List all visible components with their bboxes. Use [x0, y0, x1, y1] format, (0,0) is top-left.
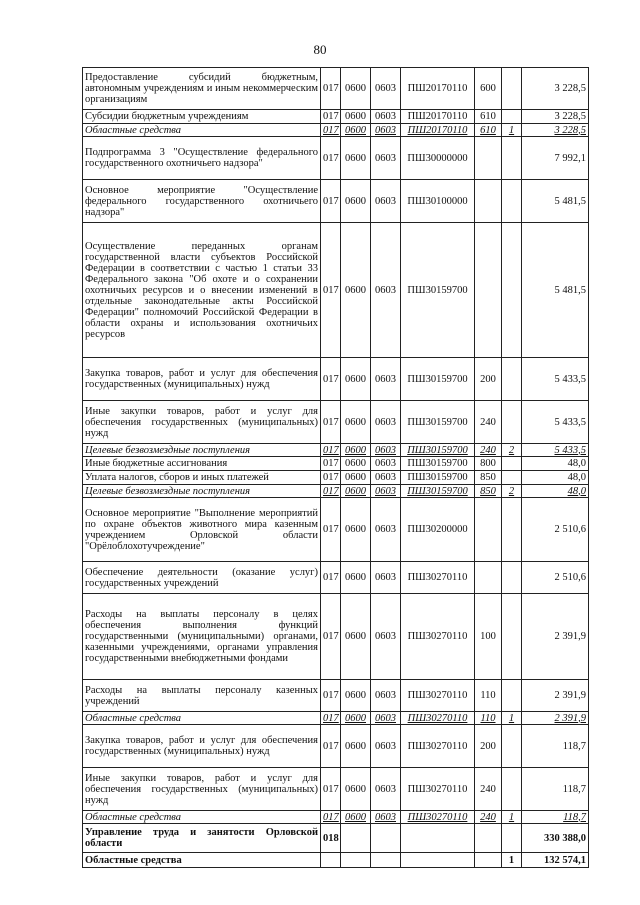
row-expense-type: 850: [475, 471, 502, 485]
row-name: Областные средства: [83, 811, 321, 824]
row-name: Иные закупки товаров, работ и услуг для обеспечения государственных (муниципальных) нужд: [83, 768, 321, 811]
row-section-code: [341, 853, 371, 868]
row-target-article: ПШ30270110: [401, 712, 475, 725]
row-section-code: 0600: [341, 725, 371, 768]
table-row: [83, 680, 589, 712]
row-amount: 3 228,5: [522, 110, 589, 124]
table-row: [83, 594, 589, 680]
row-amount: 2 510,6: [522, 498, 589, 562]
table-row: [83, 180, 589, 223]
row-expense-type: 100: [475, 594, 502, 680]
row-admin-code: 017: [321, 180, 341, 223]
row-target-article: ПШ30159700: [401, 401, 475, 444]
row-name: Субсидии бюджетным учреждениям: [83, 110, 321, 124]
row-subsection-code: 0603: [371, 358, 401, 401]
row-section-code: [341, 824, 371, 853]
row-name: Обеспечение деятельности (оказание услуг) государственных учреждений: [83, 562, 321, 594]
row-funding-source: [502, 725, 522, 768]
table-row: [83, 457, 589, 471]
row-expense-type: 240: [475, 401, 502, 444]
table-row: [83, 444, 589, 457]
row-section-code: 0600: [341, 180, 371, 223]
row-funding-source: [502, 137, 522, 180]
row-amount: 5 481,5: [522, 180, 589, 223]
row-expense-type: 600: [475, 68, 502, 110]
table-row: [83, 725, 589, 768]
row-admin-code: 017: [321, 680, 341, 712]
row-name: Основное мероприятие "Осуществление федерального государственного охотничьего надзора": [83, 180, 321, 223]
row-target-article: ПШ30100000: [401, 180, 475, 223]
row-name: Предоставление субсидий бюджетным, автономным учреждениям и иным некоммерческим организациям: [83, 68, 321, 110]
row-subsection-code: 0603: [371, 485, 401, 498]
row-target-article: ПШ30000000: [401, 137, 475, 180]
row-amount: 5 433,5: [522, 444, 589, 457]
row-admin-code: 017: [321, 401, 341, 444]
row-subsection-code: 0603: [371, 401, 401, 444]
row-admin-code: 017: [321, 712, 341, 725]
table-row: [83, 471, 589, 485]
row-amount: 132 574,1: [522, 853, 589, 868]
row-funding-source: [502, 824, 522, 853]
row-expense-type: 200: [475, 725, 502, 768]
row-expense-type: 240: [475, 444, 502, 457]
row-admin-code: 017: [321, 594, 341, 680]
row-target-article: ПШ30159700: [401, 444, 475, 457]
row-funding-source: [502, 594, 522, 680]
table-row: [83, 712, 589, 725]
row-target-article: ПШ30270110: [401, 725, 475, 768]
row-subsection-code: 0603: [371, 498, 401, 562]
row-admin-code: 017: [321, 485, 341, 498]
row-expense-type: 240: [475, 811, 502, 824]
row-target-article: ПШ30270110: [401, 768, 475, 811]
row-amount: 2 391,9: [522, 712, 589, 725]
row-expense-type: [475, 180, 502, 223]
row-admin-code: 017: [321, 137, 341, 180]
row-admin-code: 017: [321, 562, 341, 594]
row-funding-source: [502, 358, 522, 401]
row-admin-code: 017: [321, 471, 341, 485]
row-section-code: 0600: [341, 811, 371, 824]
row-section-code: 0600: [341, 712, 371, 725]
row-target-article: ПШ30270110: [401, 562, 475, 594]
table-row: [83, 562, 589, 594]
row-subsection-code: 0603: [371, 680, 401, 712]
row-expense-type: [475, 853, 502, 868]
row-amount: 2 510,6: [522, 562, 589, 594]
row-target-article: [401, 824, 475, 853]
row-funding-source: [502, 768, 522, 811]
row-section-code: 0600: [341, 471, 371, 485]
row-funding-source: [502, 471, 522, 485]
row-funding-source: [502, 110, 522, 124]
row-amount: 48,0: [522, 457, 589, 471]
row-funding-source: [502, 498, 522, 562]
row-target-article: ПШ20170110: [401, 124, 475, 137]
row-name: Целевые безвозмездные поступления: [83, 485, 321, 498]
row-name: Целевые безвозмездные поступления: [83, 444, 321, 457]
table-row: [83, 485, 589, 498]
row-admin-code: 018: [321, 824, 341, 853]
row-funding-source: [502, 223, 522, 358]
row-admin-code: 017: [321, 457, 341, 471]
row-subsection-code: 0603: [371, 137, 401, 180]
row-target-article: ПШ20170110: [401, 68, 475, 110]
row-expense-type: 850: [475, 485, 502, 498]
row-amount: 7 992,1: [522, 137, 589, 180]
row-section-code: 0600: [341, 401, 371, 444]
table-row: [83, 811, 589, 824]
page-number: 80: [313, 42, 327, 57]
row-name: Закупка товаров, работ и услуг для обеспечения государственных (муниципальных) нужд: [83, 725, 321, 768]
row-expense-type: [475, 137, 502, 180]
row-amount: 5 433,5: [522, 401, 589, 444]
row-name: Уплата налогов, сборов и иных платежей: [83, 471, 321, 485]
row-name: Областные средства: [83, 124, 321, 137]
table-row: [83, 401, 589, 444]
row-funding-source: 1: [502, 853, 522, 868]
row-name: Управление труда и занятости Орловской области: [83, 824, 321, 853]
row-section-code: 0600: [341, 110, 371, 124]
row-section-code: 0600: [341, 457, 371, 471]
row-amount: 2 391,9: [522, 680, 589, 712]
row-funding-source: 2: [502, 485, 522, 498]
row-subsection-code: 0603: [371, 562, 401, 594]
row-target-article: ПШ30270110: [401, 811, 475, 824]
row-name: Подпрограмма 3 "Осуществление федерального государственного охотничьего надзора": [83, 137, 321, 180]
row-expense-type: 610: [475, 110, 502, 124]
table-row: [83, 498, 589, 562]
row-section-code: 0600: [341, 485, 371, 498]
row-expense-type: 240: [475, 768, 502, 811]
table-row: [83, 110, 589, 124]
row-subsection-code: 0603: [371, 811, 401, 824]
row-section-code: 0600: [341, 498, 371, 562]
row-expense-type: 110: [475, 680, 502, 712]
row-funding-source: 1: [502, 124, 522, 137]
row-amount: 5 481,5: [522, 223, 589, 358]
row-target-article: [401, 853, 475, 868]
row-target-article: ПШ30270110: [401, 594, 475, 680]
row-subsection-code: 0603: [371, 712, 401, 725]
table-row: [83, 853, 589, 868]
table-row: [83, 768, 589, 811]
table-row: [83, 124, 589, 137]
row-name: Закупка товаров, работ и услуг для обеспечения государственных (муниципальных) нужд: [83, 358, 321, 401]
row-admin-code: 017: [321, 124, 341, 137]
row-subsection-code: 0603: [371, 124, 401, 137]
row-funding-source: [502, 68, 522, 110]
row-expense-type: 800: [475, 457, 502, 471]
row-section-code: 0600: [341, 680, 371, 712]
row-subsection-code: 0603: [371, 725, 401, 768]
row-name: Осуществление переданных органам государственной власти субъектов Российской Федерации в соответствии с частью 1 статьи 33 Федерального закона "Об охоте и о сохранении охотничьих ресурсов и о внесении изменений в отдельные законодательные акты Российской Федерации" полномочий Российской Федерации в области охраны и использования охотничьих ресурсов: [83, 223, 321, 358]
row-section-code: 0600: [341, 68, 371, 110]
row-target-article: ПШ30159700: [401, 223, 475, 358]
row-amount: 2 391,9: [522, 594, 589, 680]
row-target-article: ПШ30159700: [401, 358, 475, 401]
row-admin-code: 017: [321, 444, 341, 457]
row-admin-code: [321, 853, 341, 868]
row-expense-type: 200: [475, 358, 502, 401]
row-amount: 330 388,0: [522, 824, 589, 853]
row-amount: 118,7: [522, 811, 589, 824]
row-name: Областные средства: [83, 853, 321, 868]
row-section-code: 0600: [341, 223, 371, 358]
row-section-code: 0600: [341, 768, 371, 811]
row-subsection-code: 0603: [371, 471, 401, 485]
row-subsection-code: [371, 824, 401, 853]
row-name: Расходы на выплаты персоналу казенных учреждений: [83, 680, 321, 712]
row-name: Расходы на выплаты персоналу в целях обеспечения выполнения функций государственными (муниципальными) органами, казенными учреждениями, органами управления государственными внебюджетными фондами: [83, 594, 321, 680]
table-row: [83, 223, 589, 358]
row-funding-source: 1: [502, 811, 522, 824]
table-row: [83, 824, 589, 853]
row-amount: 5 433,5: [522, 358, 589, 401]
row-subsection-code: 0603: [371, 768, 401, 811]
row-subsection-code: 0603: [371, 223, 401, 358]
row-name: Основное мероприятие "Выполнение мероприятий по охране объектов животного мира казенным учреждением Орловской области "Орёлоблохотучреждение": [83, 498, 321, 562]
row-expense-type: [475, 824, 502, 853]
row-subsection-code: [371, 853, 401, 868]
row-name: Иные закупки товаров, работ и услуг для обеспечения государственных (муниципальных) нужд: [83, 401, 321, 444]
row-expense-type: [475, 562, 502, 594]
row-admin-code: 017: [321, 223, 341, 358]
row-section-code: 0600: [341, 444, 371, 457]
row-admin-code: 017: [321, 358, 341, 401]
row-expense-type: 610: [475, 124, 502, 137]
row-expense-type: [475, 223, 502, 358]
row-amount: 118,7: [522, 768, 589, 811]
row-target-article: ПШ30159700: [401, 457, 475, 471]
row-section-code: 0600: [341, 358, 371, 401]
row-amount: 48,0: [522, 485, 589, 498]
row-section-code: 0600: [341, 562, 371, 594]
row-funding-source: [502, 680, 522, 712]
row-amount: 48,0: [522, 471, 589, 485]
row-funding-source: [502, 401, 522, 444]
row-subsection-code: 0603: [371, 444, 401, 457]
row-funding-source: 1: [502, 712, 522, 725]
row-name: Иные бюджетные ассигнования: [83, 457, 321, 471]
row-funding-source: [502, 562, 522, 594]
row-section-code: 0600: [341, 594, 371, 680]
row-target-article: ПШ20170110: [401, 110, 475, 124]
row-amount: 3 228,5: [522, 68, 589, 110]
row-target-article: ПШ30159700: [401, 485, 475, 498]
row-funding-source: [502, 457, 522, 471]
row-admin-code: 017: [321, 68, 341, 110]
row-section-code: 0600: [341, 124, 371, 137]
row-amount: 118,7: [522, 725, 589, 768]
table-row: [83, 137, 589, 180]
row-admin-code: 017: [321, 768, 341, 811]
row-admin-code: 017: [321, 725, 341, 768]
row-admin-code: 017: [321, 110, 341, 124]
row-subsection-code: 0603: [371, 594, 401, 680]
row-subsection-code: 0603: [371, 180, 401, 223]
row-subsection-code: 0603: [371, 68, 401, 110]
row-expense-type: 110: [475, 712, 502, 725]
row-target-article: ПШ30200000: [401, 498, 475, 562]
row-section-code: 0600: [341, 137, 371, 180]
table-row: [83, 358, 589, 401]
budget-table: [82, 67, 589, 868]
row-name: Областные средства: [83, 712, 321, 725]
row-admin-code: 017: [321, 498, 341, 562]
row-subsection-code: 0603: [371, 110, 401, 124]
row-admin-code: 017: [321, 811, 341, 824]
row-amount: 3 228,5: [522, 124, 589, 137]
row-funding-source: 2: [502, 444, 522, 457]
row-expense-type: [475, 498, 502, 562]
row-funding-source: [502, 180, 522, 223]
row-target-article: ПШ30270110: [401, 680, 475, 712]
row-subsection-code: 0603: [371, 457, 401, 471]
row-target-article: ПШ30159700: [401, 471, 475, 485]
table-row: [83, 68, 589, 110]
